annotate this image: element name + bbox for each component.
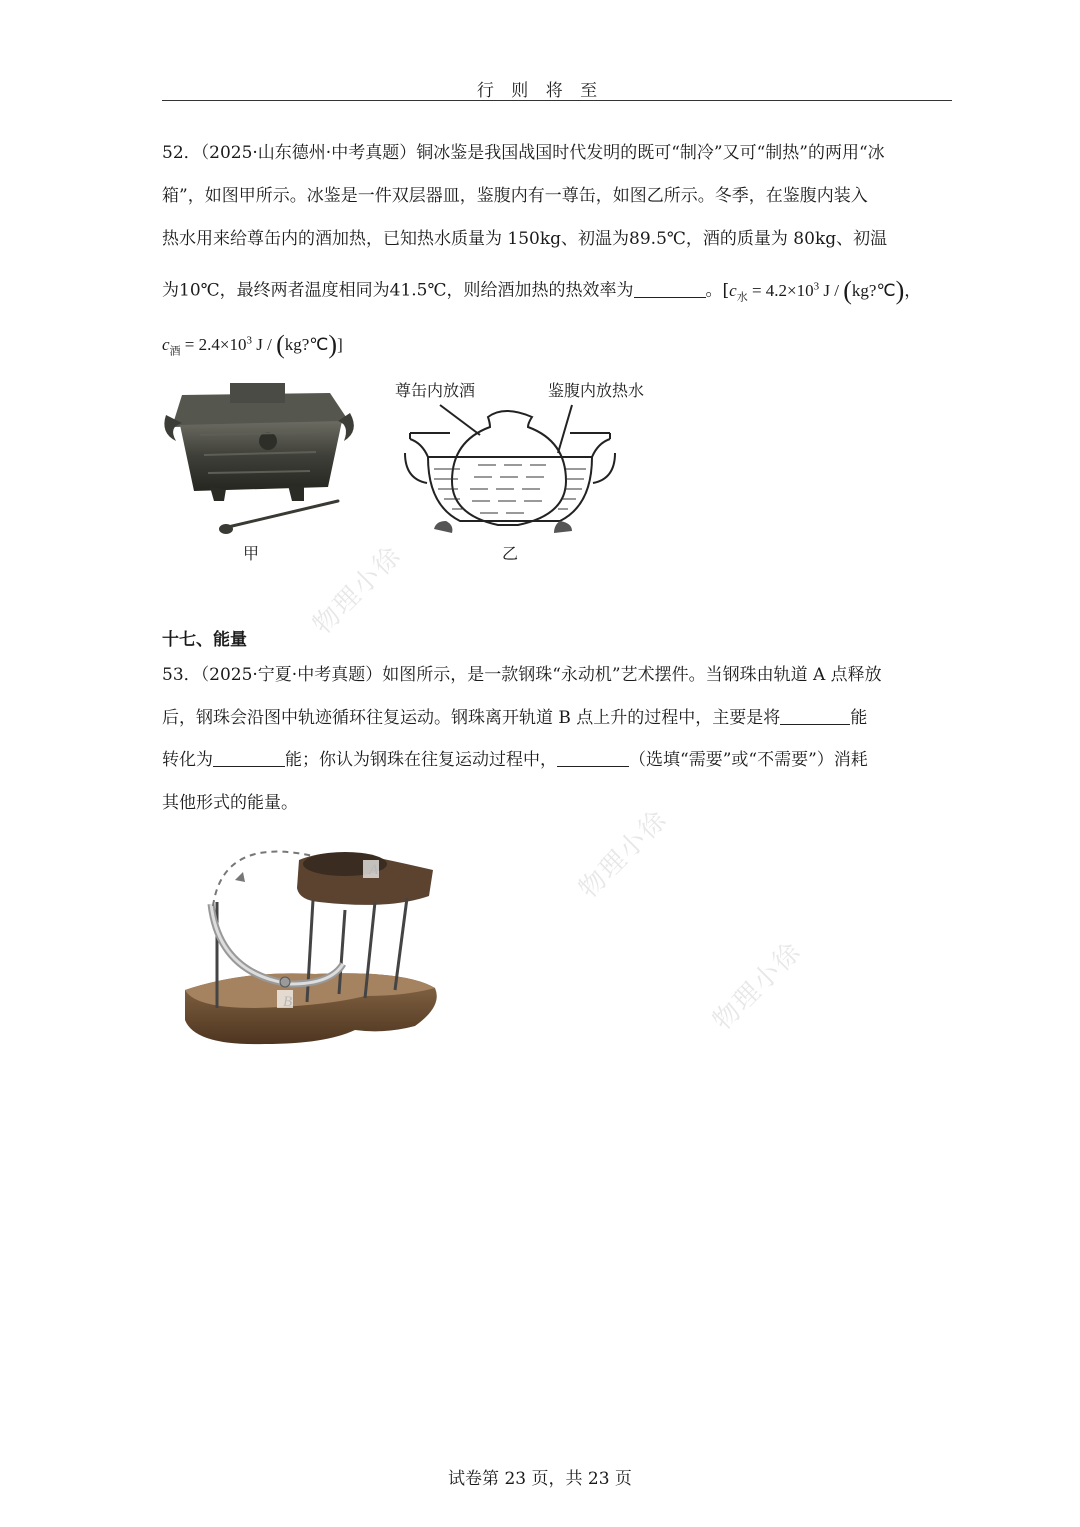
q53-line-2 bbox=[162, 696, 952, 740]
figure-perpetual-motion bbox=[175, 830, 445, 1070]
q53-line-3-a: 转化为 bbox=[162, 750, 213, 770]
q53-line-3-b: 能；你认为钢珠在往复运动过程中， bbox=[285, 750, 557, 770]
q53-line-2-text: 后，钢珠会沿图中轨迹循环往复运动。钢珠离开轨道 B 点上升的过程中，主要是将 bbox=[162, 708, 781, 728]
q52-line-3: 热水用来给尊缶内的酒加热，已知热水质量为 150kg、初温为89.5℃，酒的质量为 80kg、初温 bbox=[162, 229, 888, 249]
q52-line-4 bbox=[162, 264, 952, 319]
figure-yi-caption: 乙 bbox=[502, 544, 519, 563]
q53-line-2-suffix: 能 bbox=[850, 708, 868, 728]
watermark: 物理小徐 bbox=[573, 804, 674, 905]
q53-line-3 bbox=[162, 738, 952, 782]
figure-yi-label-left: 尊缶内放酒 bbox=[395, 381, 476, 400]
q52-line-4-bracket: 。[ bbox=[705, 280, 730, 301]
answer-blank-need[interactable] bbox=[557, 748, 629, 767]
answer-blank-energy-from[interactable] bbox=[780, 706, 850, 725]
q53-line-1: 53．（2025·宁夏·中考真题）如图所示，是一款钢珠“永动机”艺术摆件。当钢珠由轨道 A 点释放 bbox=[162, 665, 882, 685]
answer-blank-efficiency[interactable] bbox=[634, 279, 706, 298]
figure-yi-label-right: 鉴腹内放热水 bbox=[548, 381, 645, 400]
q52-line-1: 52．（2025·山东德州·中考真题）铜冰鉴是我国战国时代发明的既可“制冷”又可“制热”的两用“冰 bbox=[162, 143, 885, 163]
q53-line-4: 其他形式的能量。 bbox=[162, 793, 298, 813]
page-footer: 试卷第 23 页，共 23 页 bbox=[448, 1469, 632, 1489]
c-water-formula: $c_水 = 4.2\times 10^3$ J / (kg?℃)， bbox=[729, 275, 922, 305]
q53-line-3-c: （选填“需要”或“不需要”）消耗 bbox=[629, 750, 868, 770]
page-header-title: 行 则 将 至 bbox=[476, 81, 604, 101]
q52-line-4-text: 为10℃，最终两者温度相同为41.5℃，则给酒加热的热效率为 bbox=[162, 280, 634, 301]
figure-jia-bronze-chest bbox=[160, 375, 360, 545]
answer-blank-energy-to[interactable] bbox=[213, 748, 285, 767]
figure-yi-diagram bbox=[400, 395, 620, 545]
watermark: 物理小徐 bbox=[307, 540, 408, 641]
section-title: 十七、能量 bbox=[162, 630, 247, 650]
q52-line-2: 箱”，如图甲所示。冰鉴是一件双层器皿，鉴腹内有一尊缶，如图乙所示。冬季，在鉴腹内装入 bbox=[162, 186, 868, 206]
header-rule bbox=[162, 100, 952, 101]
q52-line-5 bbox=[162, 318, 952, 373]
figure-jia-caption: 甲 bbox=[243, 544, 260, 563]
c-wine-formula: $c_酒 = 2.4\times 10^3$ J / (kg?℃)] bbox=[162, 329, 343, 359]
watermark: 物理小徐 bbox=[707, 936, 808, 1037]
